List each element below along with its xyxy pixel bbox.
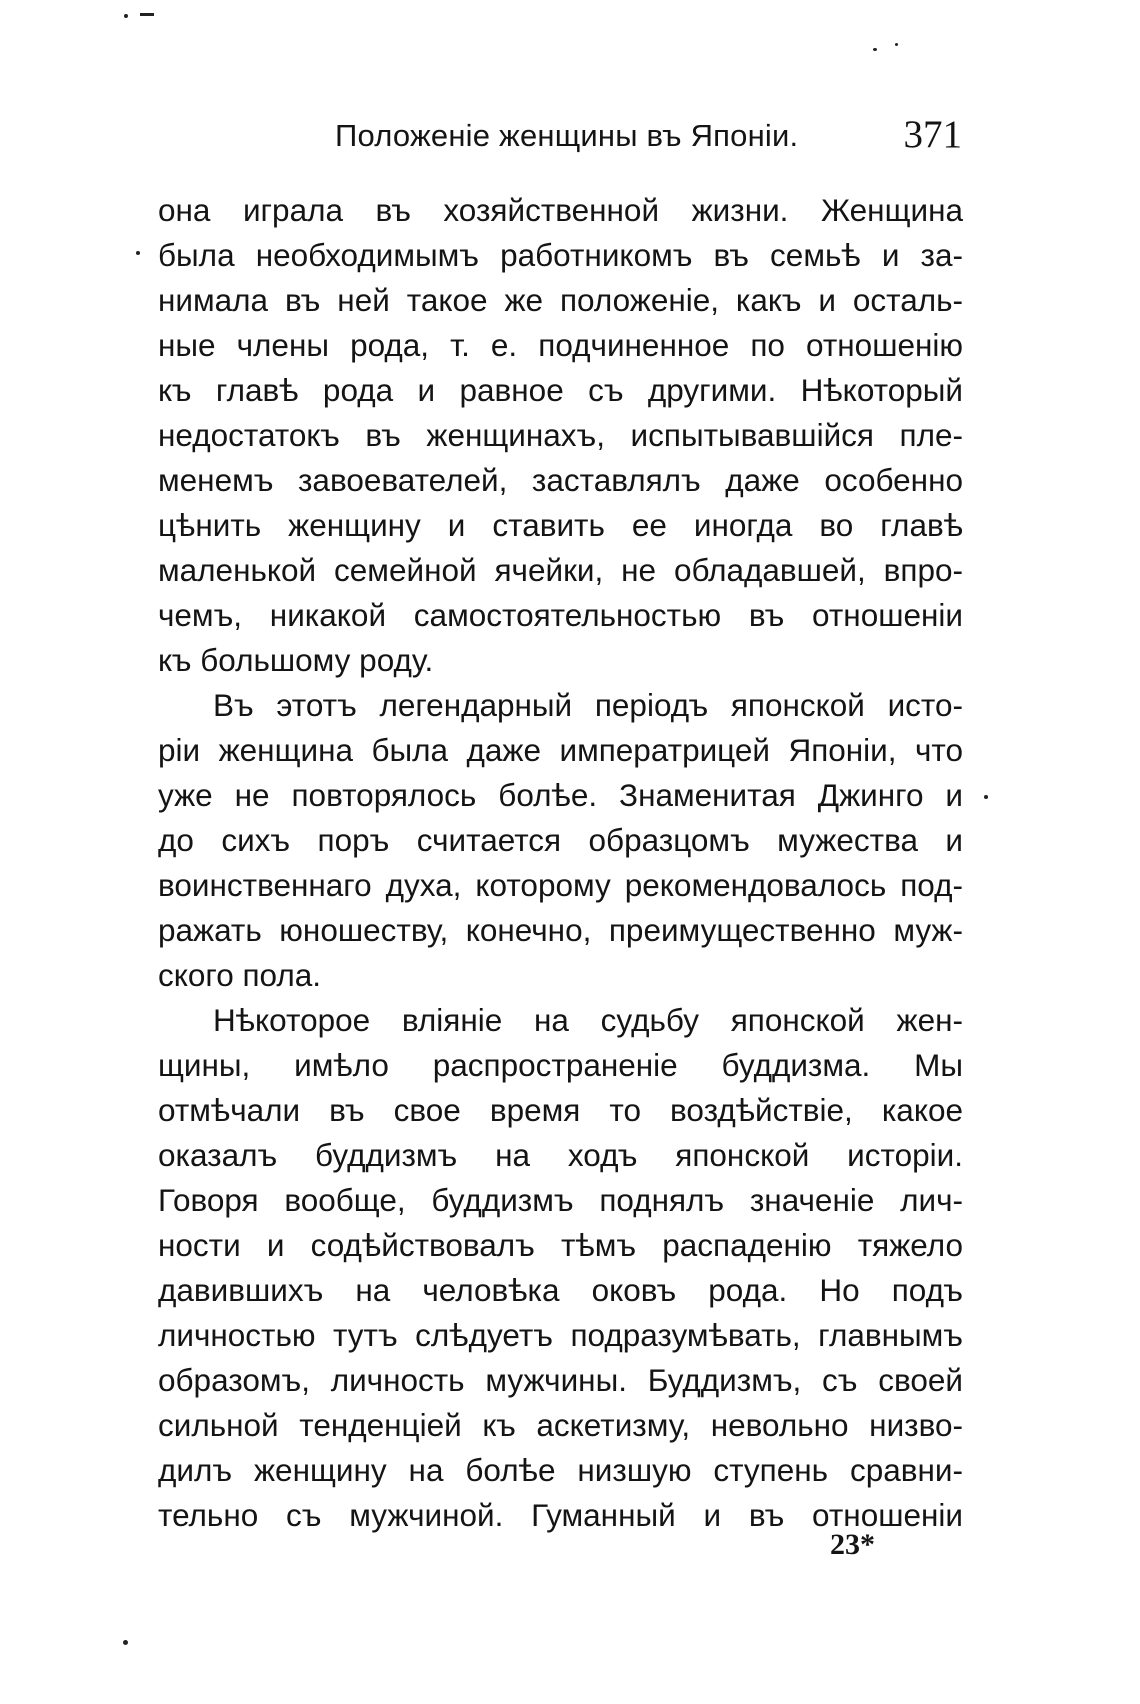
text-line: чемъ, никакой самостоятельностью въ отношеніи (158, 597, 963, 633)
text-line: до сихъ поръ считается образцомъ мужества и (158, 822, 963, 858)
signature-mark: 23* (830, 1528, 875, 1561)
text-line: недостатокъ въ женщинахъ, испытывавшійся пле- (158, 417, 963, 453)
page-number: 371 (903, 113, 962, 156)
text-line: къ главѣ рода и равное съ другими. Нѣкоторый (158, 372, 963, 408)
scan-speck-mark (984, 795, 988, 799)
text-line: ріи женщина была даже императрицей Японіи, что (158, 732, 963, 768)
text-line: была необходимымъ работникомъ въ семьѣ и за- (158, 237, 963, 273)
text-line: щины, имѣло распространеніе буддизма. Мы (158, 1047, 963, 1083)
text-line: Нѣкоторое вліяніе на судьбу японской жен- (213, 1002, 963, 1038)
text-line: ные члены рода, т. е. подчиненное по отношенію (158, 327, 963, 363)
text-line: тельно съ мужчиной. Гуманный и въ отношеніи (158, 1497, 963, 1533)
text-line: нимала въ ней такое же положеніе, какъ и осталь- (158, 282, 963, 318)
text-line: къ большому роду. (158, 642, 434, 678)
text-line: менемъ завоевателей, заставлялъ даже особенно (158, 462, 963, 498)
scan-speck-mark (895, 43, 898, 46)
scan-speck-mark (140, 13, 154, 16)
scan-speck-mark (136, 251, 140, 255)
text-line: ражать юношеству, конечно, преимущественно муж- (158, 912, 963, 948)
text-line: маленькой семейной ячейки, не обладавшей, впро- (158, 552, 963, 588)
paragraph (158, 998, 963, 1538)
paragraph (158, 188, 963, 683)
running-title: Положеніе женщины въ Японіи. (335, 118, 799, 153)
text-line: ского пола. (158, 957, 322, 993)
text-line: личностью тутъ слѣдуетъ подразумѣвать, главнымъ (158, 1317, 963, 1353)
running-head (157, 112, 962, 172)
text-line: цѣнить женщину и ставить ее иногда во главѣ (158, 507, 963, 543)
paragraph (158, 683, 963, 998)
text-line: ности и содѣйствовалъ тѣмъ распаденію тяжело (158, 1227, 963, 1263)
text-line: Въ этотъ легендарный періодъ японской исто- (213, 687, 963, 723)
text-line: сильной тенденціей къ аскетизму, невольно низво- (158, 1407, 963, 1443)
body-text (158, 188, 963, 1538)
text-line: оказалъ буддизмъ на ходъ японской исторіи. (158, 1137, 963, 1173)
text-line: отмѣчали въ свое время то воздѣйствіе, какое (158, 1092, 963, 1128)
text-line: дилъ женщину на болѣе низшую ступень сравни- (158, 1452, 963, 1488)
text-line: образомъ, личность мужчины. Буддизмъ, съ своей (158, 1362, 963, 1398)
scan-speck-mark (123, 1640, 128, 1645)
text-line: Говоря вообще, буддизмъ поднялъ значеніе лич- (158, 1182, 963, 1218)
scan-speck-mark (124, 14, 128, 18)
text-line: она играла въ хозяйственной жизни. Женщина (158, 192, 963, 228)
text-line: уже не повторялось болѣе. Знаменитая Джинго и (158, 777, 963, 813)
scan-speck-mark (873, 48, 877, 51)
text-line: давившихъ на человѣка оковъ рода. Но подъ (158, 1272, 963, 1308)
text-line: воинственнаго духа, которому рекомендовалось под- (158, 867, 963, 903)
